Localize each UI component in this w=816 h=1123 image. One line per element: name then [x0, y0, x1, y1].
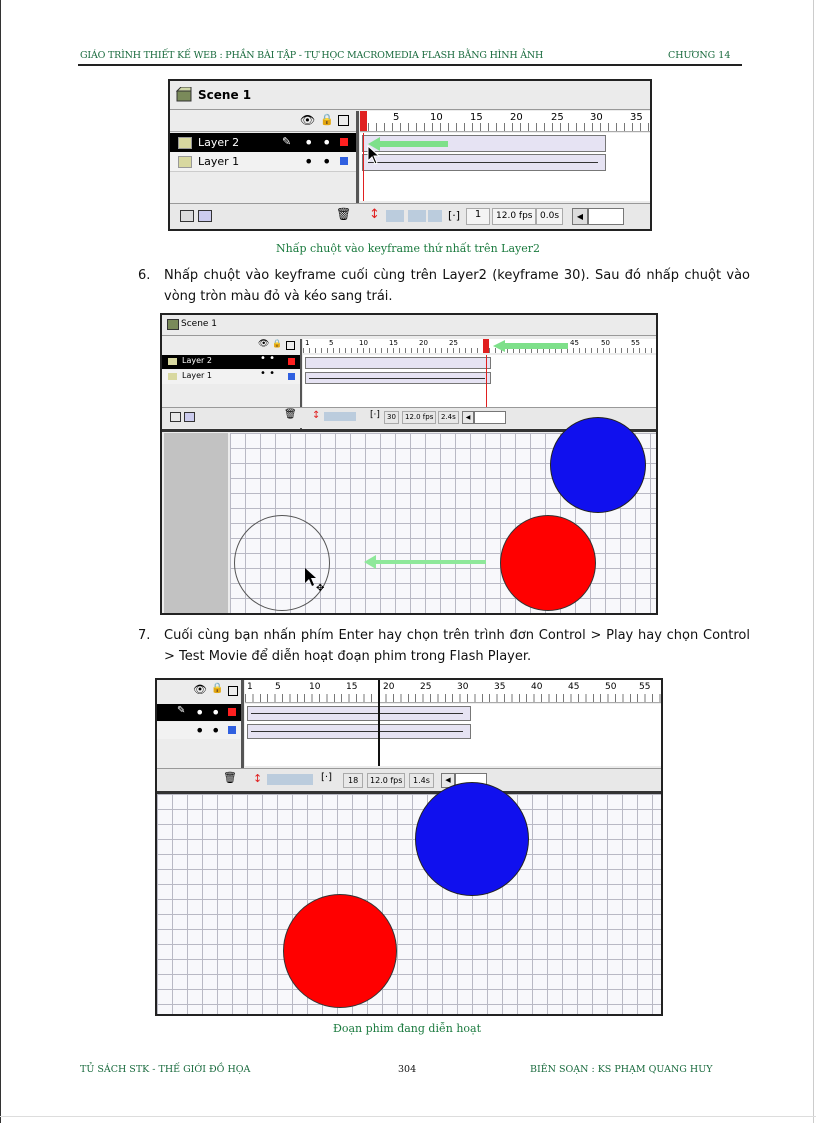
ruler-tick: 50	[601, 339, 610, 347]
scroll-left-button[interactable]: ◀	[572, 208, 588, 225]
ruler-tick: 15	[346, 682, 358, 692]
scene-label: Scene 1	[181, 319, 218, 329]
layer-name: Layer 1	[198, 155, 240, 168]
layer-row-layer2[interactable]: ✎ • •	[157, 704, 241, 721]
step-6	[138, 265, 752, 309]
step-number: 7.	[138, 628, 151, 643]
green-arrow	[368, 137, 458, 151]
figure-3-screenshot	[155, 678, 663, 1016]
frames-area[interactable]	[303, 355, 656, 407]
frames-area[interactable]	[360, 133, 650, 201]
footer-right: BIÊN SOẠN : KS PHẠM QUANG HUY	[530, 1064, 713, 1075]
figure-1-caption: Nhấp chuột vào keyframe thứ nhất trên Layer2	[276, 242, 540, 255]
playhead-line	[378, 680, 380, 766]
elapsed-time: 2.4s	[438, 411, 459, 424]
trash-icon[interactable]: 🗑	[284, 409, 297, 420]
page-border-left	[0, 0, 1, 1123]
layer-header	[157, 680, 241, 702]
playhead-marker[interactable]	[483, 339, 489, 353]
figure-1-screenshot	[168, 79, 652, 231]
red-circle[interactable]	[500, 515, 596, 611]
header-rule	[78, 64, 742, 66]
eye-icon[interactable]: 👁	[193, 683, 207, 696]
ruler-tick: 10	[309, 682, 321, 692]
layer-row-layer1[interactable]: • •	[157, 722, 241, 739]
timeline-scrollbar[interactable]	[474, 411, 506, 424]
ruler-tick: 15	[389, 339, 398, 347]
trash-icon[interactable]: 🗑	[223, 771, 237, 784]
frame-rate: 12.0 fps	[367, 773, 405, 788]
figure-2-screenshot	[160, 313, 658, 615]
lock-icon[interactable]: 🔒	[211, 683, 224, 694]
move-cursor-icon	[304, 567, 328, 593]
layer-name: Layer 2	[198, 136, 240, 149]
add-layer-icon[interactable]	[170, 412, 181, 422]
onion-outline-icon[interactable]	[408, 210, 426, 222]
scene-icon	[167, 319, 179, 330]
layer-icon	[168, 358, 177, 365]
timeline-status-bar	[170, 203, 650, 230]
lock-icon[interactable]: 🔒	[320, 113, 334, 126]
layer-color-swatch	[288, 373, 295, 380]
layer-color-swatch	[228, 708, 236, 716]
figure-3-caption: Đoạn phim đang diễn hoạt	[332, 1022, 482, 1035]
elapsed-time: 0.0s	[536, 208, 563, 225]
ruler-tick: 20	[419, 339, 428, 347]
ruler-tick: 55	[631, 339, 640, 347]
current-frame: 18	[343, 773, 363, 788]
svg-text:✥: ✥	[316, 583, 325, 593]
tween-span-layer2	[305, 357, 491, 369]
frame-ruler[interactable]	[245, 680, 661, 703]
add-guide-icon[interactable]	[184, 412, 195, 422]
ruler-tick: 5	[275, 682, 281, 692]
layer-header	[170, 111, 356, 132]
playhead-marker[interactable]	[360, 111, 367, 131]
layer-row-layer2[interactable]: Layer 2 ✎ • •	[170, 133, 356, 152]
layer-color-swatch	[340, 157, 348, 165]
ruler-tick: 5	[329, 339, 334, 347]
scene-label: Scene 1	[198, 88, 252, 102]
layer-icon	[168, 373, 177, 380]
step-7	[138, 625, 752, 669]
green-arrow	[493, 340, 573, 352]
center-frame-icon[interactable]: ↕	[369, 207, 380, 222]
center-frame-icon[interactable]: ↕	[253, 772, 263, 785]
playhead-line	[363, 133, 364, 201]
frames-area[interactable]	[245, 704, 661, 766]
layer-row-layer1[interactable]: Layer 1 • •	[162, 370, 300, 384]
current-frame: 1	[466, 208, 490, 225]
playhead-line	[486, 355, 487, 407]
ruler-tick: 25	[449, 339, 458, 347]
scroll-left-button[interactable]: ◀	[462, 411, 474, 424]
page-number: 304	[398, 1064, 417, 1075]
ruler-tick: 5	[393, 112, 400, 123]
elapsed-time: 1.4s	[409, 773, 434, 788]
current-frame: 30	[384, 411, 399, 424]
layer-icon	[178, 156, 192, 168]
scene-icon	[176, 87, 194, 103]
step-text: Nhấp chuột vào keyframe cuối cùng trên Layer2 (keyframe 30). Sau đó nhấp chuột vào vòng tròn màu đỏ và kéo sang trái.	[164, 268, 750, 304]
page-border-right	[813, 0, 814, 1123]
cursor-icon	[367, 145, 381, 165]
ruler-tick: 45	[570, 339, 579, 347]
step-text: Cuối cùng bạn nhấn phím Enter hay chọn trên trình đơn Control > Play hay chọn Control > Test Movie để diễn hoạt đoạn phim trong Flash Player.	[164, 628, 750, 664]
ruler-tick: 1	[247, 682, 253, 692]
outline-icon[interactable]	[338, 115, 349, 126]
onion-skin-icon[interactable]	[324, 412, 356, 421]
ruler-tick: 1	[305, 339, 310, 347]
layer-row-layer1[interactable]: Layer 1 • •	[170, 152, 356, 172]
layer-color-swatch	[228, 726, 236, 734]
onion-markers-icon[interactable]: [·]	[321, 772, 332, 783]
trash-icon[interactable]: 🗑	[336, 207, 352, 221]
green-arrow	[364, 555, 490, 569]
onion-skin-icon[interactable]	[267, 774, 313, 785]
ruler-tick: 30	[590, 112, 603, 123]
ruler-tick: 35	[630, 112, 643, 123]
ruler-tick: 10	[359, 339, 368, 347]
layer-name: Layer 1	[182, 371, 212, 380]
ruler-tick: 20	[383, 682, 395, 692]
ruler-tick: 50	[605, 682, 617, 692]
frame-rate: 12.0 fps	[402, 411, 436, 424]
circle-outline-ghost	[234, 515, 330, 611]
ruler-tick: 30	[457, 682, 469, 692]
pencil-icon: ✎	[177, 705, 186, 716]
pencil-icon: ✎	[282, 135, 292, 148]
ruler-tick: 20	[510, 112, 523, 123]
ruler-tick: 35	[494, 682, 506, 692]
ruler-tick: 15	[470, 112, 483, 123]
stage-canvas[interactable]	[230, 433, 656, 613]
step-number: 6.	[138, 268, 151, 283]
timeline-status-bar	[157, 768, 661, 791]
ruler-tick: 45	[568, 682, 580, 692]
layer-icon	[178, 137, 192, 149]
edit-multiple-icon[interactable]	[428, 210, 442, 222]
frame-ruler[interactable]	[303, 339, 656, 353]
red-circle[interactable]	[283, 894, 397, 1008]
layer-header	[162, 339, 300, 353]
outline-icon[interactable]	[228, 686, 238, 696]
lock-icon[interactable]: 🔒	[272, 339, 282, 348]
layer-row-layer2[interactable]: Layer 2 • •	[162, 355, 300, 369]
stage-canvas[interactable]	[157, 794, 661, 1014]
onion-markers-icon[interactable]: [·]	[448, 209, 461, 222]
footer-left: TỦ SÁCH STK - THẾ GIỚI ĐỒ HỌA	[80, 1064, 251, 1075]
onion-markers-icon[interactable]: [·]	[370, 410, 380, 420]
page-border-bottom	[0, 1116, 816, 1117]
center-frame-icon[interactable]: ↕	[312, 410, 321, 421]
layer-name: Layer 2	[182, 356, 212, 365]
frame-rate: 12.0 fps	[492, 208, 536, 225]
scroll-left-button[interactable]: ◀	[441, 773, 455, 788]
ruler-tick: 25	[420, 682, 432, 692]
add-layer-icon[interactable]	[180, 210, 194, 222]
blue-circle[interactable]	[550, 417, 646, 513]
onion-skin-icon[interactable]	[386, 210, 404, 222]
running-header-title: GIÁO TRÌNH THIẾT KẾ WEB : PHẦN BÀI TẬP - TỰ HỌC MACROMEDIA FLASH BẰNG HÌNH ẢNH	[80, 50, 544, 61]
ruler-tick: 55	[639, 682, 651, 692]
eye-icon[interactable]: 👁	[300, 113, 316, 127]
frame-ruler[interactable]	[360, 111, 650, 132]
ruler-tick: 40	[531, 682, 543, 692]
scene-bar	[170, 81, 650, 110]
layer-color-swatch	[288, 358, 295, 365]
running-header-chapter: CHƯƠNG 14	[668, 50, 731, 61]
blue-circle[interactable]	[415, 782, 529, 896]
layer-color-swatch	[340, 138, 348, 146]
ruler-tick: 10	[430, 112, 443, 123]
eye-icon[interactable]: 👁	[258, 339, 270, 349]
add-guide-icon[interactable]	[198, 210, 212, 222]
outline-icon[interactable]	[286, 341, 295, 350]
work-area-gutter	[164, 433, 228, 613]
timeline-scrollbar[interactable]	[588, 208, 624, 225]
ruler-tick: 25	[551, 112, 564, 123]
scene-bar	[162, 315, 656, 336]
